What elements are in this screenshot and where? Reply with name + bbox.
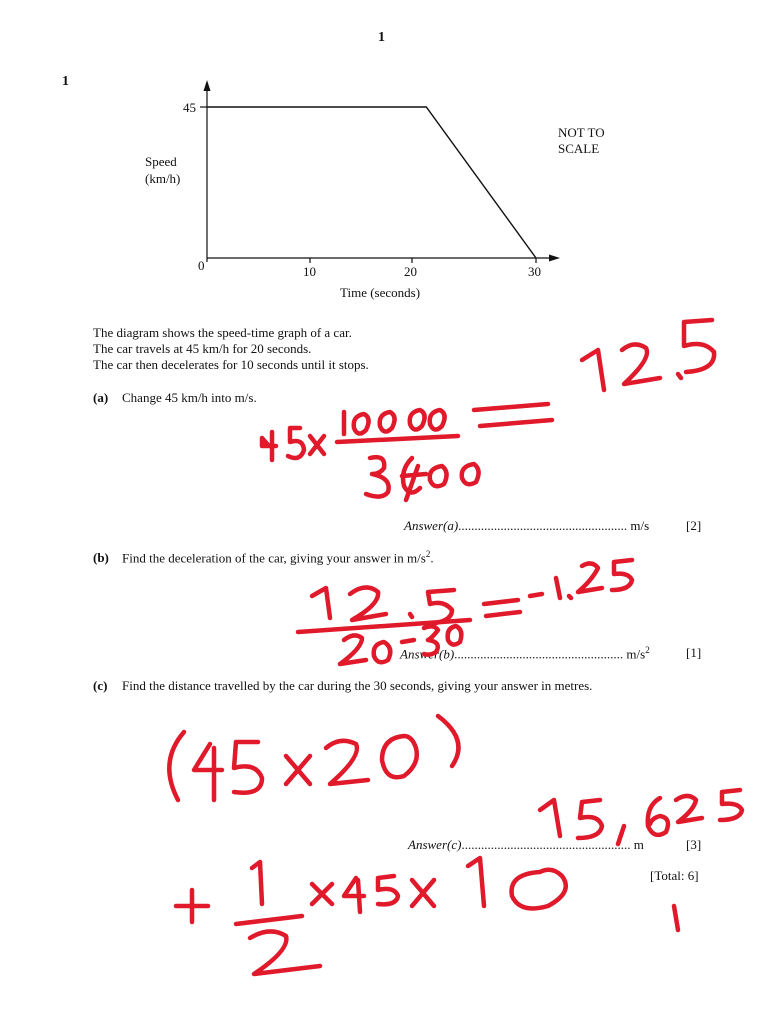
answer-c-line	[408, 837, 644, 853]
y-axis-label-line2: (km/h)	[145, 171, 181, 186]
answer-c-unit: m	[633, 837, 644, 852]
intro-line-2: The car travels at 45 km/h for 20 seconds.	[93, 341, 312, 356]
answer-c-dots: ....................................................	[461, 837, 631, 852]
answer-a-unit: m/s	[630, 518, 650, 533]
total-marks: [Total: 6]	[650, 868, 699, 883]
page-number: 1	[378, 30, 385, 45]
speed-time-graph	[0, 0, 768, 320]
part-c-text: Find the distance travelled by the car during the 30 seconds, giving your answer in metres.	[122, 678, 593, 693]
x-tick-label-10: 10	[303, 264, 316, 279]
question-number: 1	[62, 74, 69, 89]
part-b-text-end: .	[430, 550, 434, 566]
handwriting-c-mark	[674, 906, 678, 930]
part-c-marks: [3]	[686, 837, 702, 852]
speed-line	[207, 107, 536, 258]
answer-b-unit: m/s	[626, 646, 646, 662]
origin-label: 0	[198, 258, 205, 273]
not-to-scale-line2: SCALE	[558, 141, 600, 156]
answer-b-unit-sup: 2	[645, 645, 650, 655]
y-axis-arrow	[204, 80, 211, 91]
answer-b-line	[400, 645, 650, 662]
answer-c-label: Answer(c)	[408, 837, 462, 852]
part-a-marks: [2]	[686, 518, 702, 533]
question-intro	[93, 325, 369, 373]
part-a-text: Change 45 km/h into m/s.	[122, 390, 257, 405]
part-b-text: Find the deceleration of the car, giving your answer in m/s	[122, 550, 426, 566]
answer-a-dots: ....................................................	[458, 518, 628, 533]
part-b-label: (b)	[93, 550, 109, 566]
x-tick-label-20: 20	[404, 264, 417, 279]
intro-line-3: The car then decelerates for 10 seconds until it stops.	[93, 357, 369, 372]
not-to-scale-line1: NOT TO	[558, 125, 605, 140]
part-b-marks: [1]	[686, 645, 702, 660]
part-b-text-sup: 2	[425, 549, 431, 559]
handwriting-c-answer	[540, 790, 742, 844]
answer-a-label: Answer(a)	[404, 518, 459, 533]
answer-b-dots: ....................................................	[454, 646, 624, 662]
part-c-question	[93, 678, 592, 694]
intro-line-1: The diagram shows the speed-time graph of a car.	[93, 325, 352, 340]
answer-a-line	[404, 518, 649, 534]
part-b-question	[93, 549, 434, 566]
part-c-label: (c)	[93, 678, 108, 693]
x-axis-label: Time (seconds)	[340, 285, 421, 300]
part-a-label: (a)	[93, 390, 109, 405]
x-axis-arrow	[549, 255, 560, 262]
answer-b-label: Answer(b)	[400, 646, 455, 662]
part-a-question	[93, 390, 257, 406]
y-axis-label-line1: Speed	[145, 154, 177, 169]
x-tick-label-30: 30	[528, 264, 541, 279]
y-tick-label-45: 45	[183, 100, 196, 115]
